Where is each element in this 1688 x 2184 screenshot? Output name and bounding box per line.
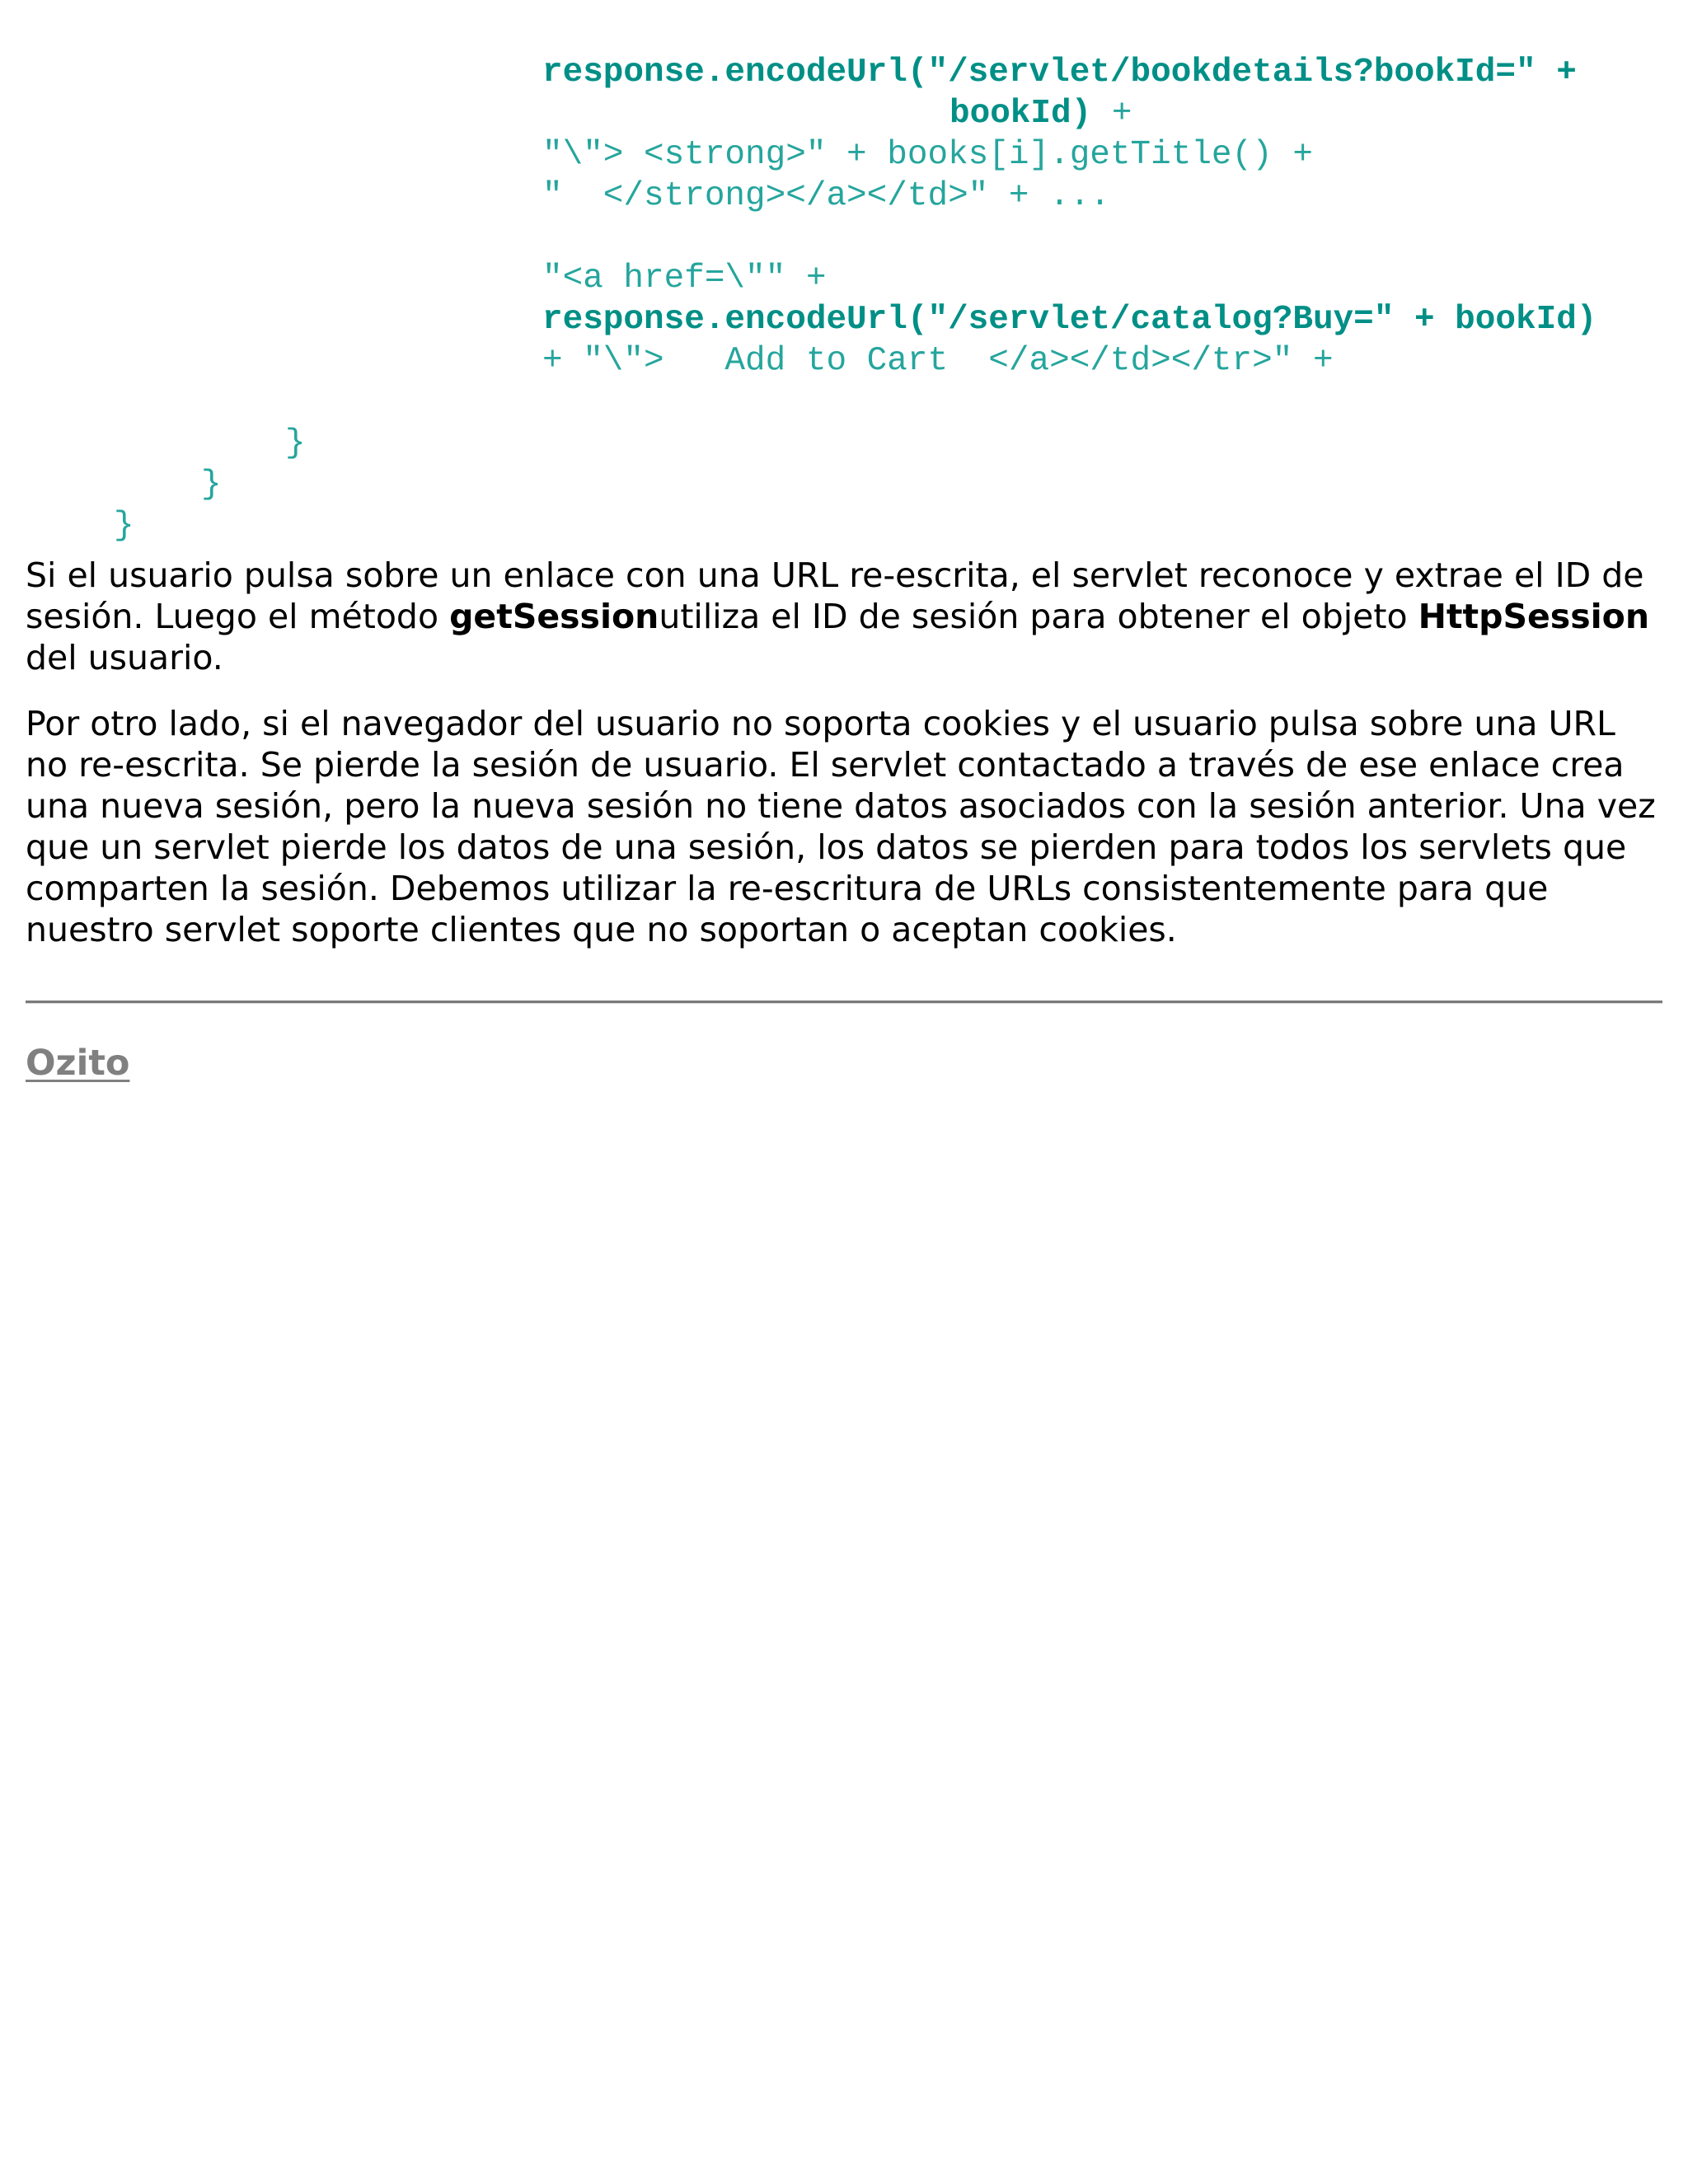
code-brace-1: } <box>285 424 306 462</box>
ozito-link[interactable]: Ozito <box>26 1043 130 1084</box>
code-bold-bookid: bookId) <box>950 95 1092 133</box>
para1-text-1: Si el usuario pulsa sobre un enlace con una URL re-escrita, el servlet reconoce y extrae el ID de sesión. Luego el método <box>26 555 1644 636</box>
code-line-4 <box>542 176 1110 217</box>
code-line-6 <box>542 299 1597 340</box>
code-line-3 <box>542 134 1313 176</box>
session-id-paragraph <box>26 555 1666 678</box>
code-brace-2: } <box>201 466 222 504</box>
code-line-1 <box>542 52 1577 93</box>
code-bold-encodeurl-bookdetails: response.encodeUrl("/servlet/bookdetails?bookId=" + <box>542 54 1577 91</box>
no-cookies-paragraph: Por otro lado, si el navegador del usuario no soporta cookies y el usuario pulsa sobre una URL no re-escrita. Se pierde la sesión de usuario. El servlet contactado a través de ese enlace crea una nueva sesión, pero la nueva sesión no tiene datos asociados con la sesión anterior. Una vez que un servlet pierde los datos de una sesión, los datos se pierden para todos los servlets que comparten la sesión. Debemos utilizar la re-escritura de URLs consistentemente para que nuestro servlet soporte clientes que no soportan o aceptan cookies. <box>26 704 1656 949</box>
getsession-bold: getSession <box>449 597 659 636</box>
code-plus: + <box>1091 95 1132 133</box>
code-line-5 <box>542 258 826 299</box>
para1-text-2: utiliza el ID de sesión para obtener el objeto <box>659 597 1418 636</box>
httpsession-bold: HttpSession <box>1418 597 1650 636</box>
code-line-2 <box>950 93 1132 134</box>
code-a-href: "<a href=\"" + <box>542 260 827 298</box>
code-brace-3: } <box>114 507 134 545</box>
code-line-7 <box>542 340 1334 382</box>
code-add-to-cart: + "\"> Add to Cart </a></td></tr>" + <box>542 342 1334 380</box>
code-strong-gettitle: "\"> <strong>" + books[i].getTitle() + <box>542 136 1313 174</box>
para1-text-3: del usuario. <box>26 638 223 677</box>
code-close-strong: " </strong></a></td>" + ... <box>542 177 1110 215</box>
horizontal-rule <box>26 1001 1662 1004</box>
code-bold-encodeurl-catalog: response.encodeUrl("/servlet/catalog?Buy=" + bookId) <box>542 301 1597 339</box>
